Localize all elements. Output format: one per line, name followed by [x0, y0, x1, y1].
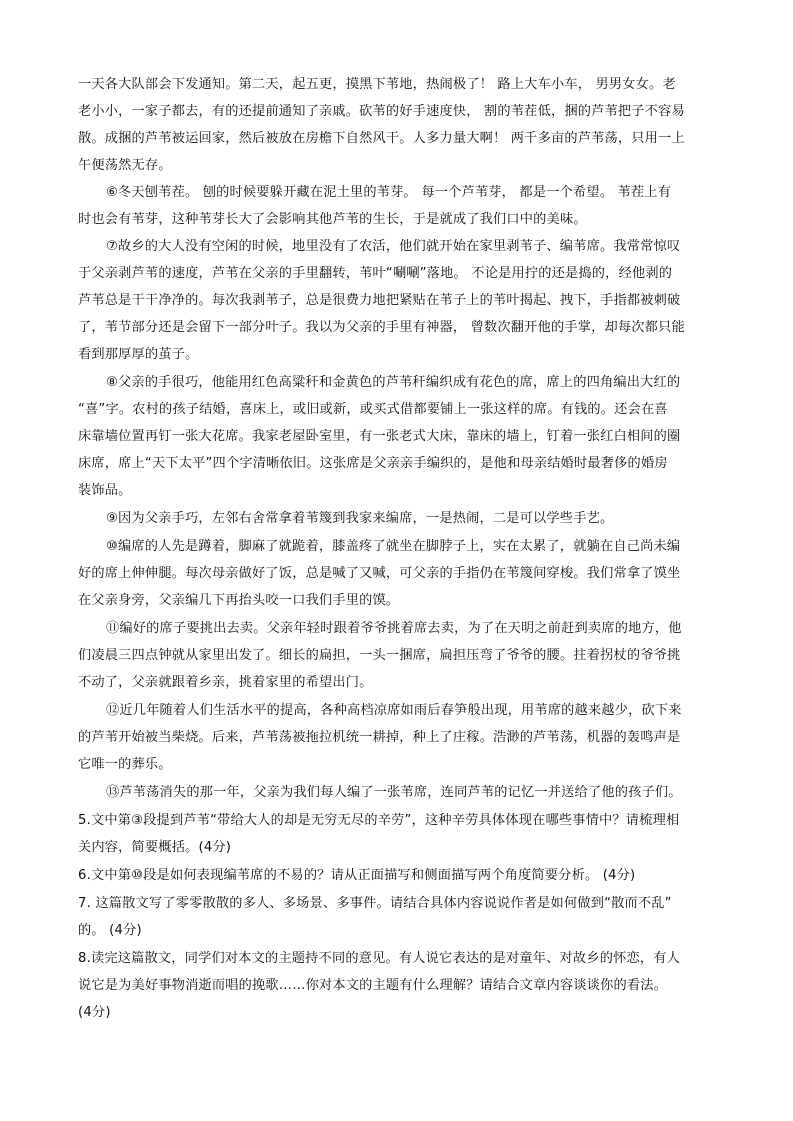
text-line: ⑫近几年随着人们生活水平的提高，各种高档凉席如雨后春笋般出现，用苇席的越来越少，砍下来: [106, 703, 682, 718]
text-line: 芦苇总是干干净净的。每次我剥苇子，总是很费力地把紧贴在苇子上的苇叶揭起、拽下，手指都被刺破: [78, 293, 681, 308]
question-line: 6.文中第⑩段是如何表现编苇席的不易的？请从正面描写和侧面描写两个角度简要分析。 (4分): [78, 868, 636, 883]
text-line: ⑨因为父亲手巧，左邻右舍常拿着苇篾到我家来编席，一是热闹，二是可以学些手艺。: [106, 511, 614, 526]
text-line: 时也会有苇芽，这种苇芽长大了会影响其他芦苇的生长，于是就成了我们口中的美味。: [78, 212, 587, 227]
text-line: ⑥冬天刨苇茬。 刨的时候要躲开藏在泥土里的苇芽。 每一个芦苇芽， 都是一个希望。 苇茬上有: [106, 185, 672, 200]
text-line: 好的席上伸伸腿。每次母亲做好了饭，总是喊了又喊，可父亲的手指仍在苇篾间穿梭。我们常拿了馍坐: [78, 566, 681, 581]
text-line: 床席，席上“天下太平”四个字清晰依旧。这张席是父亲亲手编织的，是他和母亲结婚时最奢侈的婚房: [78, 456, 668, 471]
text-line: 于父亲剥芦苇的速度，芦苇在父亲的手里翻转，苇叶“唰唰”落地。 不论是用拧的还是捣的，经他剥的: [78, 266, 673, 281]
question-line: (4分): [78, 1005, 111, 1020]
question-line: 5.文中第③段提到芦苇“带给大人的却是无穷无尽的辛劳”，这种辛劳具体体现在哪些事情中？请梳理相: [78, 813, 680, 828]
text-line: ⑦故乡的大人没有空闲的时候，地里没有了农活，他们就开始在家里剥苇子、编苇席。我常常惊叹: [106, 239, 681, 254]
text-line: 它唯一的葬乐。: [78, 757, 172, 772]
text-line: ⑪编好的席子要挑出去卖。父亲年轻时跟着爷爷挑着席去卖，为了在天明之前赶到卖席的地方，他: [106, 621, 682, 636]
text-line: ⑧父亲的手很巧，他能用红色高粱秆和金黄色的芦苇秆编织成有花色的席，席上的四角编出大红的: [106, 375, 681, 390]
text-line: 的芦苇开始被当柴烧。后来，芦苇荡被拖拉机统一耕掉，种上了庄稼。浩渺的芦苇荡，机器的轰鸣声是: [78, 730, 681, 745]
text-line: 散。成捆的芦苇被运回家，然后被放在房檐下自然风干。人多力量大啊！ 两千多亩的芦苇荡，只用一上: [78, 131, 685, 146]
text-line: 们凌晨三四点钟就从家里出发了。细长的扁担，一头一捆席，扁担压弯了爷爷的腰。拄着拐杖的爷爷挑: [78, 648, 681, 663]
text-line: 不动了，父亲就跟着乡亲，挑着家里的希望出门。: [78, 675, 373, 690]
text-line: 装饰品。: [78, 483, 132, 498]
text-line: ⑬芦苇荡消失的那一年，父亲为我们每人编了一张苇席，连同芦苇的记忆一并送给了他的孩子们。: [106, 785, 682, 800]
text-line: 老小小，一家子都去，有的还提前通知了亲戚。砍苇的好手速度快， 割的苇茬低，捆的芦苇把子不容易: [78, 104, 685, 119]
text-line: 午便荡然无存。: [78, 158, 172, 173]
text-line: “喜”字。农村的孩子结婚，喜床上，或旧或新，或买式借都要铺上一张这样的席。有钱的。还会在喜: [78, 402, 668, 417]
question-line: 关内容，简要概括。(4分): [78, 840, 232, 855]
question-line: 说它是为美好事物消逝而唱的挽歌……你对本文的主题有什么理解？请结合文章内容谈谈你的看法。: [78, 978, 668, 993]
text-line: 看到那厚厚的茧子。: [78, 347, 199, 362]
text-line: 在父亲身旁，父亲编几下再抬头咬一口我们手里的馍。: [78, 593, 400, 608]
text-line: ⑩编席的人先是蹲着，脚麻了就跪着，膝盖疼了就坐在脚脖子上，实在太累了，就躺在自己尚未编: [106, 539, 681, 554]
text-line: 一天各大队部会下发通知。第二天，起五更，摸黑下苇地，热闹极了！ 路上大车小车， 男男女女。老: [78, 77, 676, 92]
question-line: 的。 (4分): [78, 923, 142, 938]
text-line: 床靠墙位置再钉一张大花席。我家老屋卧室里，有一张老式大床，靠床的墙上，钉着一张红白相间的圈: [78, 429, 681, 444]
question-line: 7. 这篇散文写了零零散散的多人、多场景、多事件。请结合具体内容说说作者是如何做到“散而不乱”: [78, 896, 672, 911]
text-line: 了，苇节部分还是会留下一部分叶子。我以为父亲的手里有神器， 曾数次翻开他的手掌，却每次都只能: [78, 320, 685, 335]
question-line: 8.读完这篇散文，同学们对本文的主题持不同的意见。有人说它表达的是对童年、对故乡的怀恋，有人: [78, 951, 681, 966]
